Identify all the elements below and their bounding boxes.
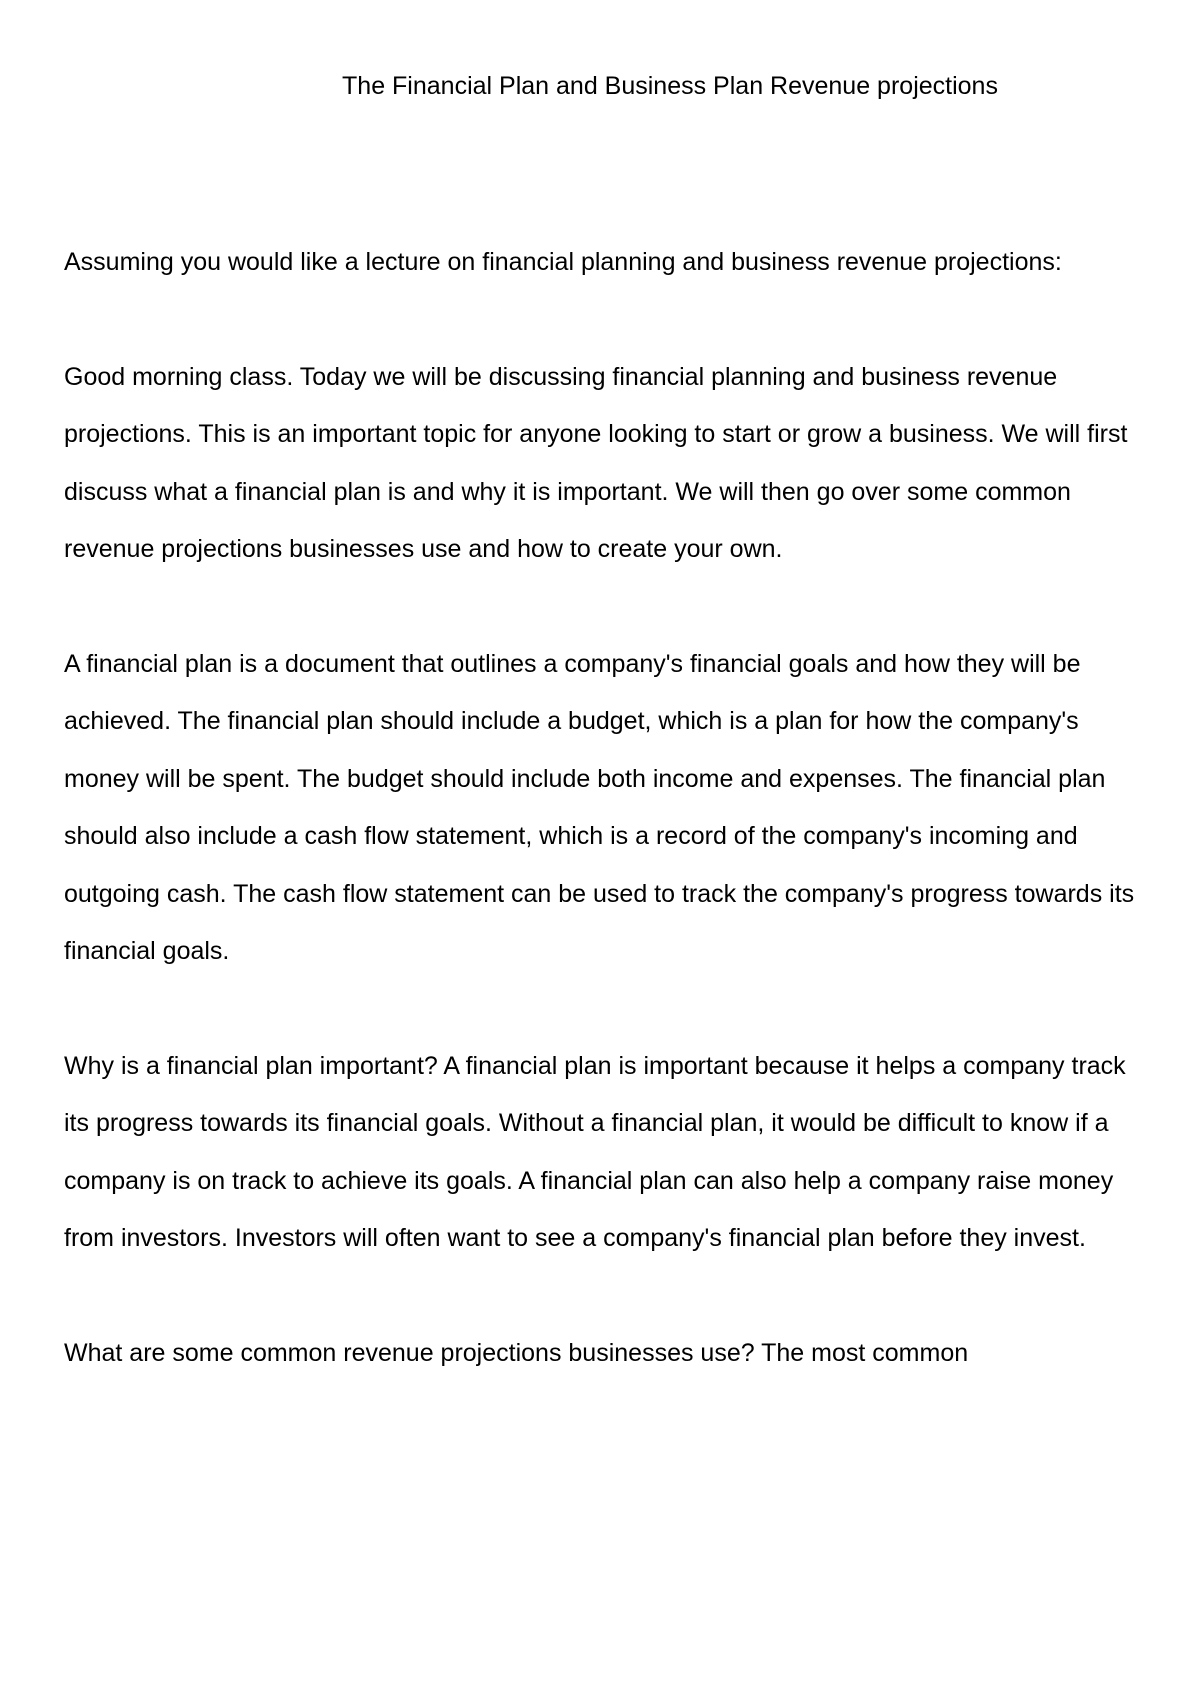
paragraph-financial-plan-importance: Why is a financial plan important? A financial plan is important because it helps a company track its progress towards its financial goals. Without a financial plan, it would be difficult to know if a company is on track to achieve its goals. A financial plan can also help a company raise money from investors. Investors will often want to see a company's financial plan before they invest. xyxy=(64,1051,1126,1252)
paragraph-intro: Assuming you would like a lecture on financial planning and business revenue projections: xyxy=(64,248,1062,276)
document-title: The Financial Plan and Business Plan Revenue projections xyxy=(342,72,998,100)
paragraph-greeting: Good morning class. Today we will be discussing financial planning and business revenue projections. This is an important topic for anyone looking to start or grow a business. We will first discuss what a financial plan is and why it is important. We will then go over some common revenue projections businesses use and how to create your own. xyxy=(64,362,1128,563)
paragraph-revenue-projections: What are some common revenue projections businesses use? The most common xyxy=(64,1338,969,1367)
paragraph-financial-plan-definition: A financial plan is a document that outlines a company's financial goals and how they will be achieved. The financial plan should include a budget, which is a plan for how the company's money will be spent. The budget should include both income and expenses. The financial plan should also include a cash flow statement, which is a record of the company's incoming and outgoing cash. The cash flow statement can be used to track the company's progress towards its financial goals. xyxy=(64,649,1135,965)
document-body xyxy=(64,234,1154,1439)
